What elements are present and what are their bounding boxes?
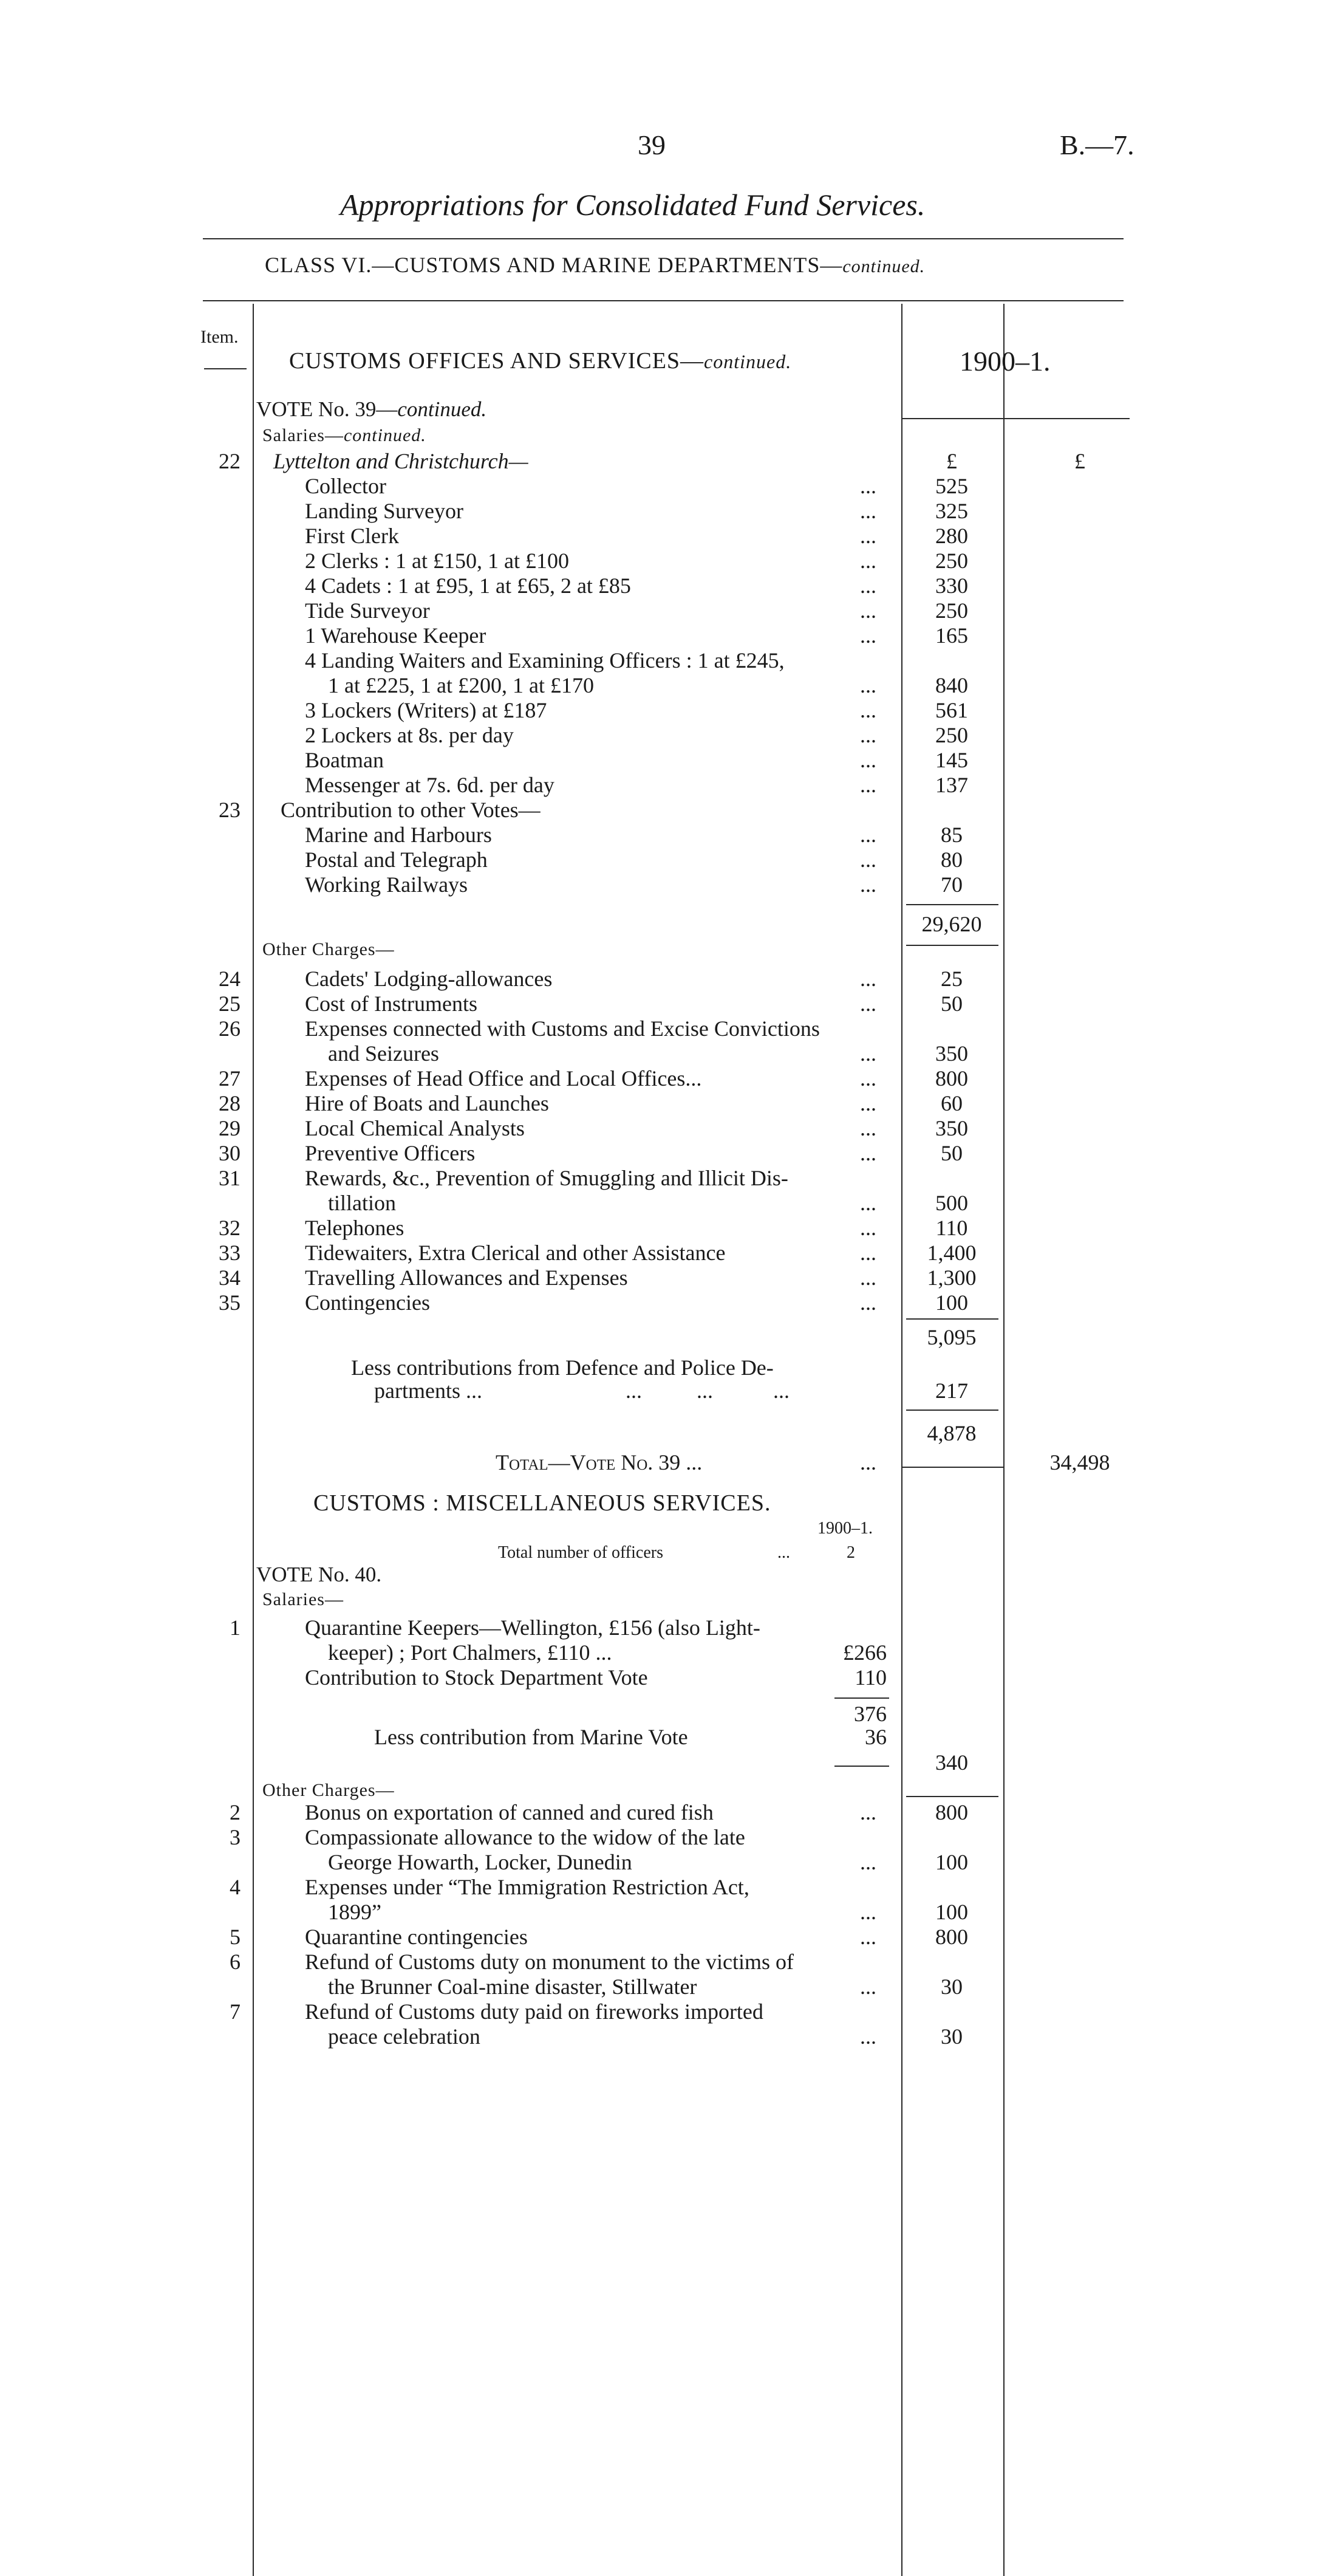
line-item-amount: 800: [935, 1800, 968, 1824]
leader-dots: ... ... ...: [626, 1379, 790, 1403]
other-sum-rule: [906, 1318, 998, 1320]
line-item-text: Collector: [305, 474, 386, 498]
line-item-amount: 100: [935, 1900, 968, 1924]
line-item-text: Telephones: [305, 1216, 404, 1240]
leader-dots: ...: [860, 524, 876, 548]
section-title-misc-services: CUSTOMS : MISCELLANEOUS SERVICES.: [313, 1490, 771, 1516]
item-number: 5: [230, 1925, 240, 1949]
item-number: 32: [219, 1216, 240, 1240]
line-item-text: George Howarth, Locker, Dunedin: [328, 1850, 632, 1874]
leader-dots: ...: [860, 748, 876, 772]
item-number: 1: [230, 1615, 240, 1640]
leader-dots: ...: [860, 723, 876, 747]
line-item-amount: 1,300: [927, 1266, 977, 1290]
line-item-text: 2 Lockers at 8s. per day: [305, 723, 514, 747]
leader-dots: ...: [860, 1216, 876, 1240]
item-number: 26: [219, 1016, 240, 1041]
item-number: 25: [219, 992, 240, 1016]
item-number: 6: [230, 1950, 240, 1974]
item-number: 27: [219, 1066, 240, 1091]
leader-dots: ...: [860, 1191, 876, 1215]
leader-dots: ...: [860, 1925, 876, 1949]
currency-symbol-col2: £: [1074, 449, 1085, 473]
item-number: 3: [230, 1825, 240, 1849]
leader-dots: ...: [860, 773, 876, 797]
line-item-text: 1899”: [328, 1900, 381, 1924]
line-item-text: Landing Surveyor: [305, 499, 463, 523]
line-item-amount: 280: [935, 524, 968, 548]
leader-dots: ...: [860, 1091, 876, 1115]
line-item-text: and Seizures: [328, 1041, 439, 1066]
line-item-amount: 1,400: [927, 1241, 977, 1265]
line-item-text: Quarantine Keepers—Wellington, £156 (also Light-: [305, 1615, 760, 1640]
title-rule: [203, 238, 1124, 239]
line-item-text: Expenses connected with Customs and Excise Convictions: [305, 1016, 820, 1041]
vote-40-year-small: 1900–1.: [817, 1519, 873, 1538]
line-item-text: Hire of Boats and Launches: [305, 1091, 549, 1115]
item-number: 29: [219, 1116, 240, 1140]
document-reference: B.—7.: [1060, 129, 1134, 160]
item-number: 4: [230, 1875, 240, 1899]
line-item-text: Rewards, &c., Prevention of Smuggling and Illicit Dis-: [305, 1166, 788, 1190]
section-title-continued: continued.: [704, 351, 792, 372]
leader-dots: ...: [860, 623, 876, 648]
line-item-text: First Clerk: [305, 524, 400, 548]
vote-40-salaries-label: Salaries—: [262, 1589, 344, 1609]
leader-dots: ...: [860, 673, 876, 697]
item-number: 22: [219, 449, 240, 473]
line-item-amount: 250: [935, 598, 968, 623]
vote-40-sub-rule: [834, 1697, 889, 1699]
line-item-amount: 250: [935, 549, 968, 573]
less-contributions-amount: 217: [935, 1379, 968, 1403]
line-item-amount: 800: [935, 1925, 968, 1949]
line-item-text: Contingencies: [305, 1290, 430, 1315]
salaries-total-rule: [906, 945, 998, 946]
line-item-text: Tidewaiters, Extra Clerical and other Assistance: [305, 1241, 726, 1265]
class-title-text: CLASS VI.—CUSTOMS AND MARINE DEPARTMENTS—: [265, 253, 843, 277]
line-item-text: Refund of Customs duty paid on fireworks imported: [305, 1999, 763, 2024]
line-item-text: 2 Clerks : 1 at £150, 1 at £100: [305, 549, 569, 573]
leader-dots: ...: [860, 549, 876, 573]
line-item-text: peace celebration: [328, 2024, 480, 2049]
line-item-amount: 145: [935, 748, 968, 772]
vote-40-less-rule: [834, 1766, 889, 1767]
line-item-text: Cadets' Lodging-allowances: [305, 967, 553, 991]
line-item-text: Refund of Customs duty on monument to the victims of: [305, 1950, 794, 1974]
line-item-text: Quarantine contingencies: [305, 1925, 528, 1949]
item-column-rule: [253, 304, 254, 2576]
line-item-text: 1 at £225, 1 at £200, 1 at £170: [328, 673, 594, 697]
line-item-text: tillation: [328, 1191, 396, 1215]
line-item-text: keeper) ; Port Chalmers, £110 ...: [328, 1640, 612, 1665]
item-number: 28: [219, 1091, 240, 1115]
line-item-amount: 30: [941, 2024, 963, 2049]
section-title-text: CUSTOMS OFFICES AND SERVICES—: [289, 348, 704, 374]
vote-40-other-charges-label: Other Charges—: [262, 1780, 395, 1800]
vote-39-label-text: VOTE No. 39—: [256, 397, 398, 421]
line-item-amount: 80: [941, 848, 963, 872]
line-item-text: Postal and Telegraph: [305, 848, 488, 872]
less-sum-rule: [906, 1410, 998, 1411]
line-item-amount: 330: [935, 574, 968, 598]
item-header-rule: [204, 368, 247, 369]
line-item-text: Travelling Allowances and Expenses: [305, 1266, 628, 1290]
section-title-customs-offices: [289, 348, 791, 374]
line-item-amount: 350: [935, 1041, 968, 1066]
line-item-text: Working Railways: [305, 872, 468, 897]
vote-39-continued: continued.: [397, 397, 487, 421]
item-number: 23: [219, 798, 240, 822]
currency-symbol-col1: £: [946, 449, 957, 473]
class-title: [265, 252, 925, 278]
item-number: 31: [219, 1166, 240, 1190]
leader-dots: ...: [860, 1116, 876, 1140]
item-number: 35: [219, 1290, 240, 1315]
line-item-amount: 165: [935, 623, 968, 648]
line-item-amount: 100: [935, 1850, 968, 1874]
leader-dots: ...: [860, 2024, 876, 2049]
leader-dots: ...: [860, 1266, 876, 1290]
other-charges-net: 4,878: [927, 1421, 977, 1445]
line-item-amount: 25: [941, 967, 963, 991]
line-item-amount: 500: [935, 1191, 968, 1215]
line-item-text: Cost of Instruments: [305, 992, 477, 1016]
salaries-continued: continued.: [343, 425, 426, 445]
less-contributions-line2: partments ...: [374, 1379, 482, 1403]
year-header-rule: [901, 418, 1130, 419]
line-item-subamount: 110: [855, 1665, 887, 1690]
line-item-text: Expenses of Head Office and Local Offices...: [305, 1066, 702, 1091]
line-item-text: Contribution to Stock Department Vote: [305, 1665, 648, 1690]
line-item-text: Expenses under “The Immigration Restriction Act,: [305, 1875, 749, 1899]
line-item-amount: 350: [935, 1116, 968, 1140]
line-item-text: 4 Landing Waiters and Examining Officers : 1 at £245,: [305, 648, 785, 673]
leader-dots: ...: [860, 848, 876, 872]
line-item-amount: 325: [935, 499, 968, 523]
vote-39-label: [256, 397, 486, 422]
page-number: 39: [638, 129, 666, 160]
vote-40-salaries-net: 340: [935, 1750, 968, 1775]
line-item-subamount: £266: [843, 1640, 887, 1665]
line-item-amount: 60: [941, 1091, 963, 1115]
line-item-amount: 30: [941, 1975, 963, 1999]
vote-39-total-label: Total—Vote No. 39 ...: [496, 1450, 703, 1475]
item-number: 7: [230, 1999, 240, 2024]
line-item-text: Tide Surveyor: [305, 598, 430, 623]
line-item-text: Boatman: [305, 748, 384, 772]
line-item-amount: 840: [935, 673, 968, 697]
leader-dots: ...: [860, 1800, 876, 1824]
leader-dots: ...: [860, 1900, 876, 1924]
line-item-text: Messenger at 7s. 6d. per day: [305, 773, 554, 797]
line-item-text: Marine and Harbours: [305, 823, 492, 847]
line-item-text: Bonus on exportation of canned and cured fish: [305, 1800, 714, 1824]
line-item-text: 4 Cadets : 1 at £95, 1 at £65, 2 at £85: [305, 574, 631, 598]
page-title: Appropriations for Consolidated Fund Services.: [340, 188, 926, 222]
class-title-rule: [203, 300, 1124, 301]
leader-dots: ...: [860, 1850, 876, 1874]
line-item-amount: 110: [935, 1216, 968, 1240]
line-item-amount: 561: [935, 698, 968, 722]
item-column-header: Item.: [200, 327, 239, 347]
line-item-amount: 250: [935, 723, 968, 747]
item-number: 24: [219, 967, 240, 991]
line-item-amount: 525: [935, 474, 968, 498]
leader-dots: ...: [860, 1041, 876, 1066]
class-title-continued: continued.: [842, 256, 926, 276]
salaries-label: [262, 425, 426, 446]
amount-column-rule-right: [1003, 304, 1005, 2576]
line-item-text: 1 Warehouse Keeper: [305, 623, 486, 648]
vote-40-other-rule: [906, 1796, 998, 1797]
line-item-amount: 50: [941, 1141, 963, 1165]
leader-dots: ...: [860, 1066, 876, 1091]
less-contributions-line1: Less contributions from Defence and Police De-: [351, 1355, 774, 1380]
line-item-amount: 100: [935, 1290, 968, 1315]
leader-dots: ...: [860, 1450, 876, 1475]
line-item-amount: 800: [935, 1066, 968, 1091]
vote-40-sub-total: 376: [854, 1702, 887, 1726]
line-item-amount: 85: [941, 823, 963, 847]
line-item-text: Lyttelton and Christchurch—: [273, 449, 528, 473]
leader-dots: ...: [860, 574, 876, 598]
line-item-text: Local Chemical Analysts: [305, 1116, 525, 1140]
leader-dots: ...: [860, 1241, 876, 1265]
leader-dots: ...: [860, 698, 876, 722]
line-item-amount: 50: [941, 992, 963, 1016]
leader-dots: ...: [860, 1290, 876, 1315]
item-number: 33: [219, 1241, 240, 1265]
year-column-header: 1900–1.: [960, 346, 1051, 377]
leader-dots: ...: [860, 474, 876, 498]
line-item-amount: 137: [935, 773, 968, 797]
other-charges-label: Other Charges—: [262, 939, 395, 959]
vote-39-total-amount: 34,498: [1049, 1450, 1110, 1475]
officers-count: 2: [847, 1543, 855, 1562]
salaries-total: 29,620: [921, 912, 982, 936]
line-item-amount: 70: [941, 872, 963, 897]
leader-dots: ...: [860, 1141, 876, 1165]
leader-dots: ...: [860, 823, 876, 847]
leader-dots: ...: [860, 598, 876, 623]
vote-40-less-label: Less contribution from Marine Vote: [374, 1725, 688, 1749]
vote-40-label: VOTE No. 40.: [256, 1563, 382, 1586]
line-item-text: Compassionate allowance to the widow of the late: [305, 1825, 745, 1849]
leader-dots: ...: [860, 872, 876, 897]
leader-dots: ...: [777, 1543, 790, 1562]
salaries-label-text: Salaries—: [262, 425, 344, 445]
salaries-sum-rule: [906, 904, 998, 905]
leader-dots: ...: [860, 967, 876, 991]
vote-39-total-rule: [901, 1467, 1003, 1468]
item-number: 2: [230, 1800, 240, 1824]
line-item-text: Preventive Officers: [305, 1141, 476, 1165]
line-item-text: the Brunner Coal-mine disaster, Stillwater: [328, 1975, 697, 1999]
leader-dots: ...: [860, 992, 876, 1016]
line-item-text: 3 Lockers (Writers) at £187: [305, 698, 547, 722]
line-item-text: Contribution to other Votes—: [281, 798, 541, 822]
leader-dots: ...: [860, 1975, 876, 1999]
item-number: 34: [219, 1266, 240, 1290]
officers-label: Total number of officers: [498, 1543, 663, 1562]
item-number: 30: [219, 1141, 240, 1165]
leader-dots: ...: [860, 499, 876, 523]
other-charges-subtotal: 5,095: [927, 1325, 977, 1349]
vote-40-less-amount: 36: [865, 1725, 887, 1749]
